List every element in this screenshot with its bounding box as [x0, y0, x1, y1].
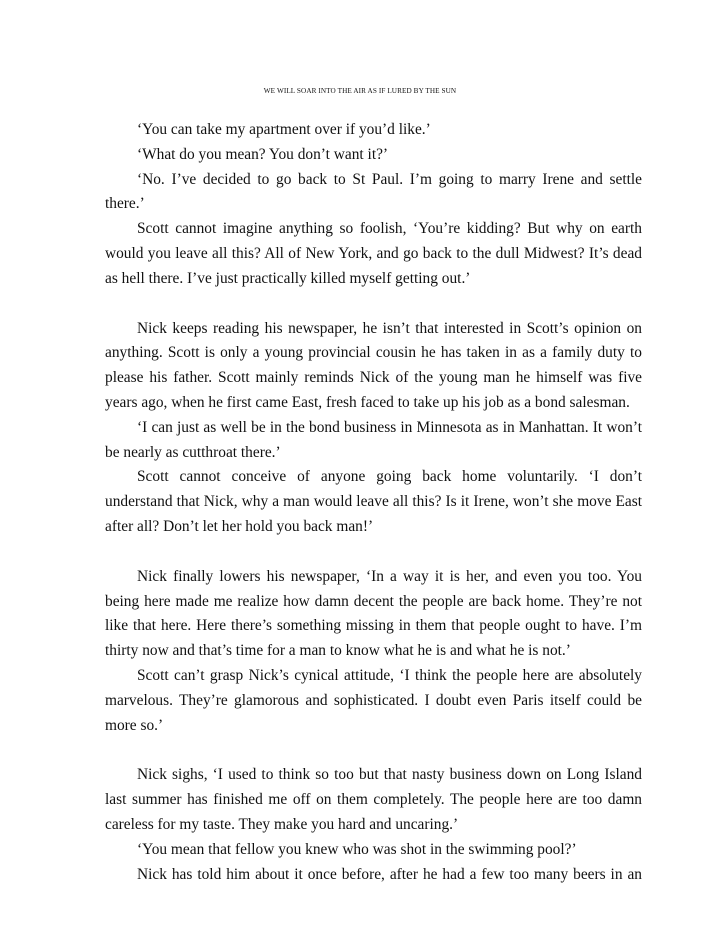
paragraph-6: ‘I can just as well be in the bond business in Minnesota as in Manhattan. It won’t be nearly as cutthroat there.’ — [105, 418, 642, 461]
paragraph-12: Nick has told him about it once before, after he had a few too many beers in an — [137, 865, 642, 883]
paragraph-7: Scott cannot conceive of anyone going back home voluntarily. ‘I don’t understand that Nick, why a man would leave all this? Is it Irene, won’t she move East after all? Don’t let her hold you back man!’ — [105, 468, 642, 535]
section-gap — [105, 292, 642, 317]
running-header: WE WILL SOAR INTO THE AIR AS IF LURED BY THE SUN — [263, 87, 457, 95]
body-text — [105, 118, 642, 887]
section-gap — [105, 738, 642, 763]
paragraph-5: Nick keeps reading his newspaper, he isn’t that interested in Scott’s opinion on anything. Scott is only a young provincial cousin he has taken in as a family duty to please his father. Scott mainly reminds Nick of the young man he himself was five years ago, when he first came East, fresh faced to take up his job as a bond salesman. — [105, 319, 642, 411]
paragraph-11: ‘You mean that fellow you knew who was shot in the swimming pool?’ — [137, 840, 577, 858]
paragraph-8: Nick finally lowers his newspaper, ‘In a way it is her, and even you too. You being here made me realize how damn decent the people are back home. They’re not like that here. Here there’s something missing in them that people ought to have. I’m thirty now and that’s time for a man to know what he is and what he is not.’ — [105, 567, 642, 660]
paragraph-2: ‘What do you mean? You don’t want it?’ — [137, 145, 389, 163]
section-gap — [105, 540, 642, 565]
paragraph-9: Scott can’t grasp Nick’s cynical attitude, ‘I think the people here are absolutely marvelous. They’re glamorous and sophisticated. I doubt even Paris itself could be more so.’ — [105, 666, 642, 734]
paragraph-3: ‘No. I’ve decided to go back to St Paul. I’m going to marry Irene and settle there.’ — [105, 170, 642, 213]
paragraph-10: Nick sighs, ‘I used to think so too but that nasty business down on Long Island last summer has finished me off on them completely. The people here are too damn careless for my taste. They make you hard and uncaring.’ — [105, 766, 642, 833]
paragraph-1: ‘You can take my apartment over if you’d like.’ — [137, 121, 431, 138]
paragraph-4: Scott cannot imagine anything so foolish, ‘You’re kidding? But why on earth would you leave all this? All of New York, and go back to the dull Midwest? It’s dead as hell there. I’ve just practically killed myself getting out.’ — [105, 220, 642, 287]
